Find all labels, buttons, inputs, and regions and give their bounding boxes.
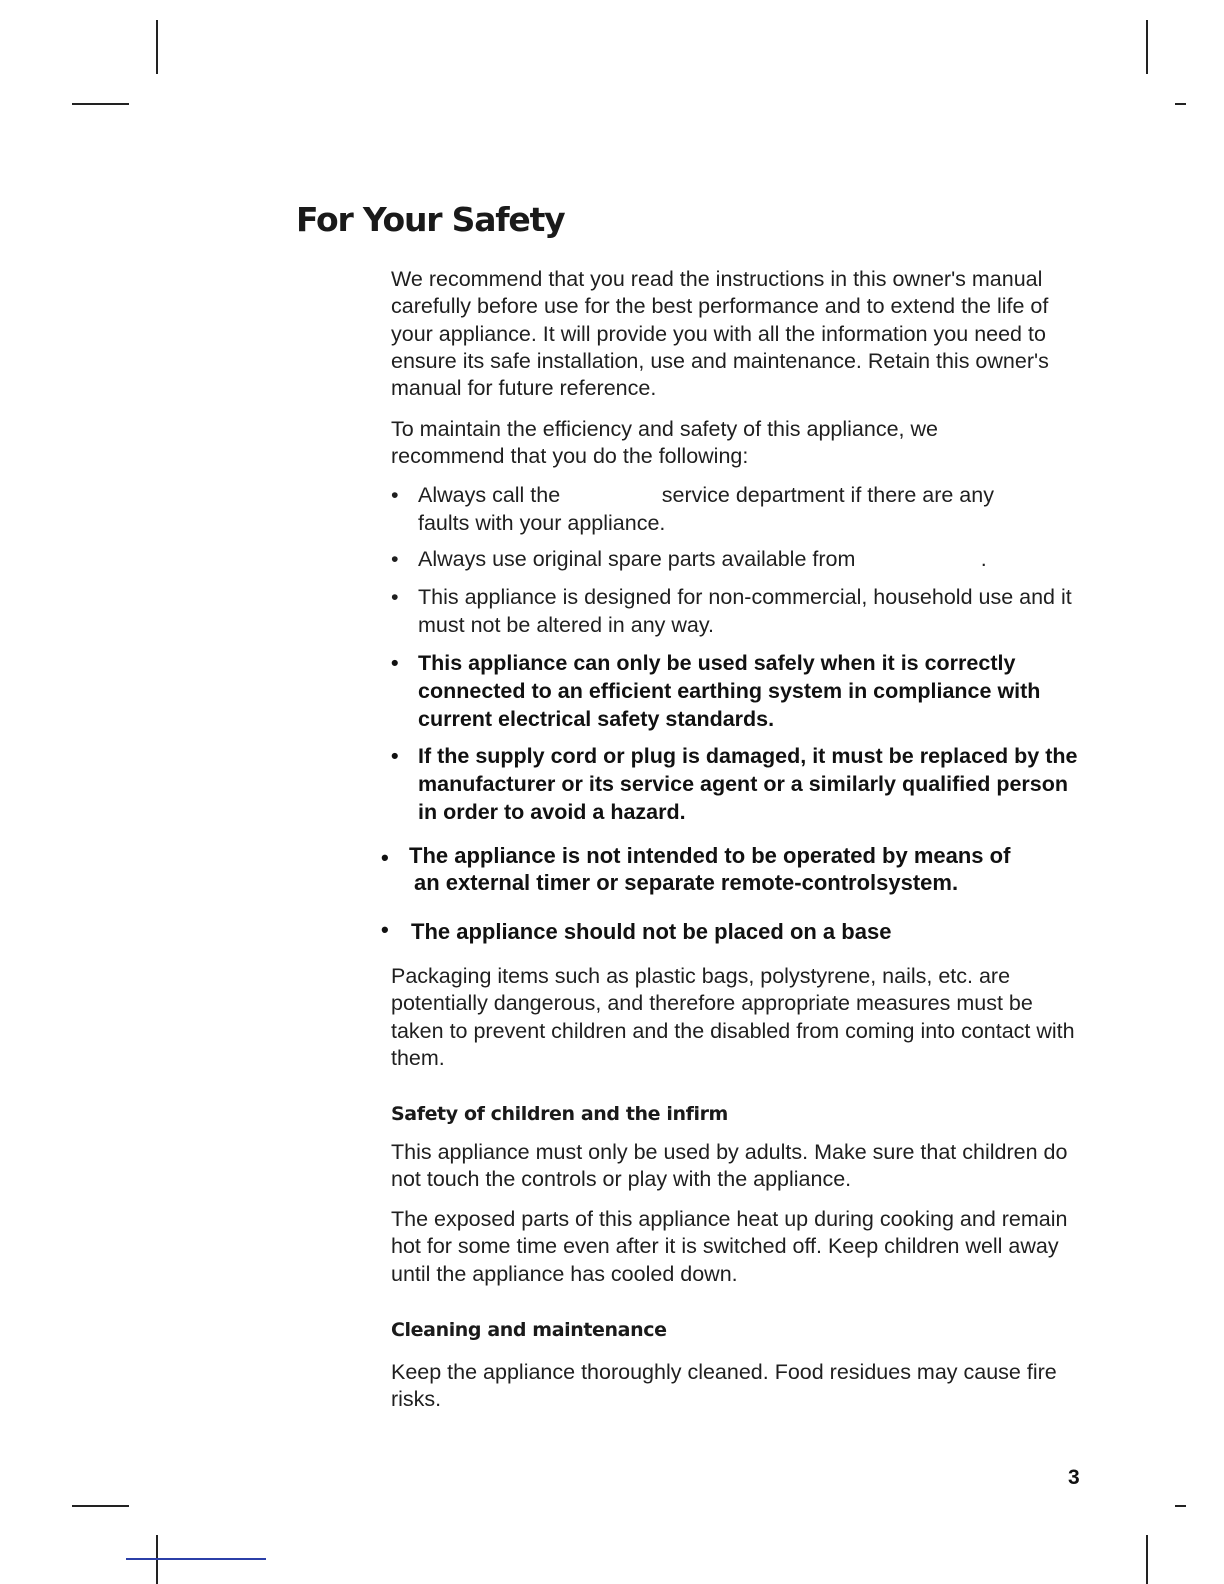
crop-mark-bottom-right-vertical — [1146, 1535, 1148, 1584]
bullet-text-line2: faults with your appliance. — [418, 510, 666, 535]
bullet-text: Always use original spare parts available from . — [418, 547, 987, 571]
bullet-text: If the supply cord or plug is damaged, it must be replaced by the manufacturer or its service agent or a similarly qualified person in order to avoid a hazard. — [418, 744, 1078, 825]
intro-paragraph-2: To maintain the efficiency and safety of this appliance, we recommend that you do the following: — [391, 417, 938, 469]
bullet-text: This appliance is designed for non-commercial, household use and it must not be altered in any way. — [418, 585, 1072, 637]
children-paragraph-1: This appliance must only be used by adults. Make sure that children do not touch the controls or play with the appliance. — [391, 1140, 1068, 1192]
bullet-dot: • — [391, 585, 399, 609]
crop-mark-top-right-horizontal — [1175, 103, 1186, 105]
section-heading-cleaning: Cleaning and maintenance — [391, 1319, 667, 1341]
bullet-dot: • — [381, 845, 389, 870]
bullet-item-supply-cord — [391, 742, 1081, 827]
crop-mark-bottom-left-horizontal — [72, 1505, 129, 1507]
bullet-dot: • — [391, 547, 399, 571]
crop-mark-top-left-vertical — [156, 20, 158, 74]
bullet-item-household-use — [391, 584, 1081, 640]
page-title: For Your Safety — [296, 200, 565, 239]
crop-mark-top-right-vertical — [1146, 20, 1148, 74]
crop-mark-bottom-right-horizontal — [1175, 1505, 1186, 1507]
crop-mark-bottom-left-blue-line — [126, 1558, 266, 1560]
bullet-dot: • — [391, 744, 399, 768]
page-number: 3 — [1068, 1466, 1080, 1489]
packaging-paragraph: Packaging items such as plastic bags, polystyrene, nails, etc. are potentially dangerous, and therefore appropriate measures must be taken to prevent children and the disabled from coming into contact with them. — [391, 964, 1075, 1070]
bullet-dot: • — [391, 483, 399, 507]
bullet-text-line1: Always call the service department if there are any — [418, 483, 994, 507]
bullet-dot: • — [391, 651, 399, 675]
bullet-text: The appliance should not be placed on a base — [411, 919, 892, 944]
children-paragraph-2: The exposed parts of this appliance heat up during cooking and remain hot for some time even after it is switched off. Keep children well away until the appliance has cooled down. — [391, 1207, 1068, 1286]
cleaning-paragraph: Keep the appliance thoroughly cleaned. Food residues may cause fire risks. — [391, 1360, 1057, 1412]
bullet-item-earthing — [391, 649, 1081, 734]
bullet-text-line2: an external timer or separate remote-controlsystem. — [414, 870, 959, 895]
bullet-item-service — [391, 482, 1081, 538]
intro-paragraph-1: We recommend that you read the instructions in this owner's manual carefully before use for the best performance and to extend the life of your appliance. It will provide you with all the information you need to ensure its safe installation, use and maintenance. Retain this owner's manual for future reference. — [391, 267, 1049, 401]
bullet-text: This appliance can only be used safely when it is correctly connected to an efficient earthing system in compliance with current electrical safety standards. — [418, 651, 1041, 732]
bullet-item-spare-parts — [391, 546, 1081, 574]
crop-mark-bottom-left-vertical — [156, 1535, 158, 1584]
crop-mark-top-left-horizontal — [72, 103, 129, 105]
bullet-dot: • — [381, 917, 389, 942]
section-heading-children: Safety of children and the infirm — [391, 1103, 728, 1125]
bullet-text-line1: The appliance is not intended to be operated by means of — [409, 843, 1011, 868]
